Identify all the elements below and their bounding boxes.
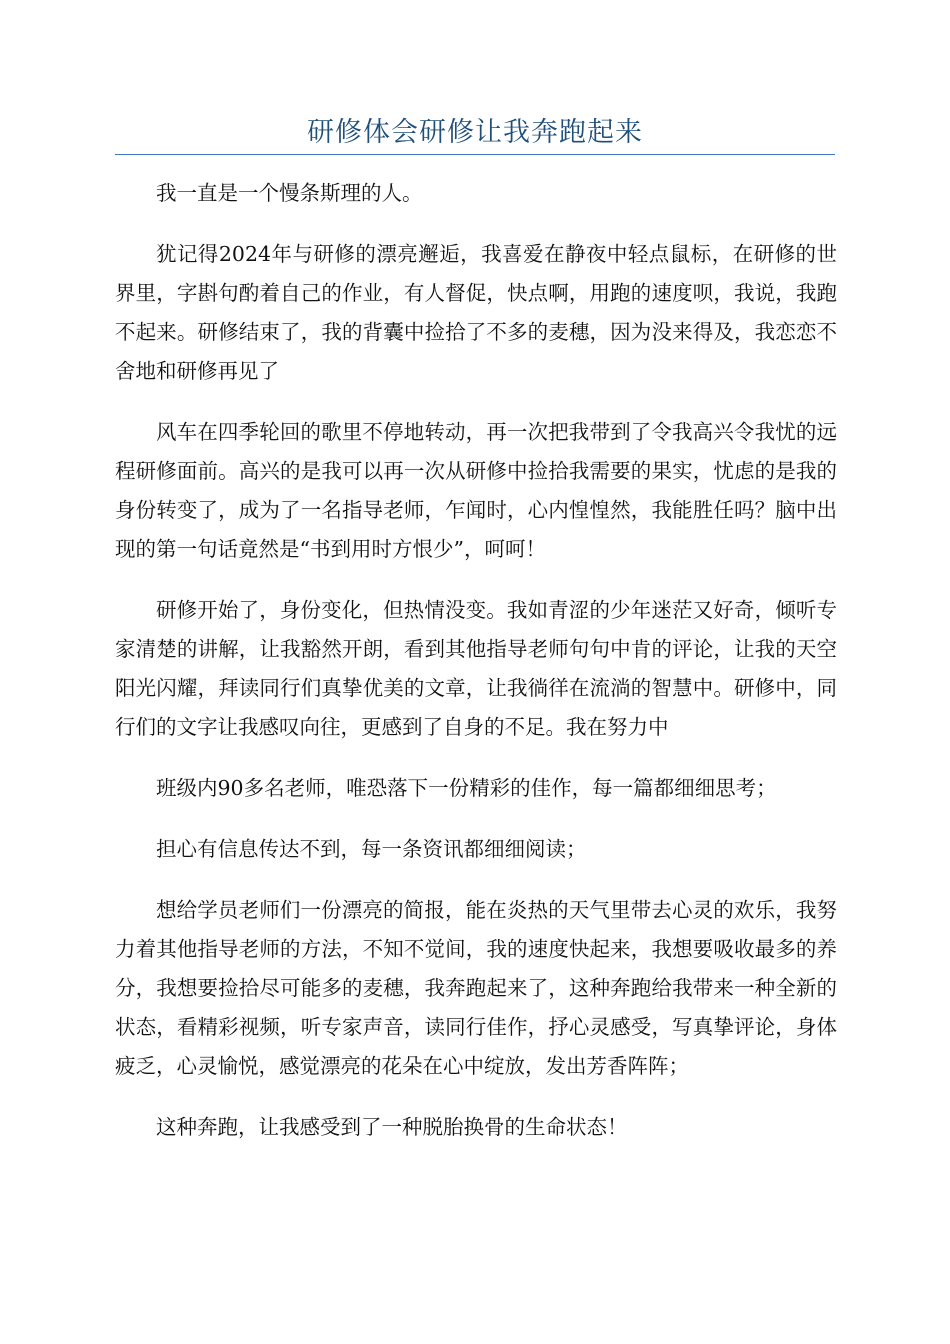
- paragraph-1: 我一直是一个慢条斯理的人。: [156, 181, 423, 205]
- paragraph-2: 犹记得2024年与研修的漂亮邂逅，我喜爱在静夜中轻点鼠标，在研修的世界里，字斟句酌着自己的作业，有人督促，快点啊，用跑的速度呗，我说，我跑不起来。研修结束了，我的背囊中捡拾了不多的麦穗，因为没来得及，我恋恋不舍地和研修再见了: [115, 242, 837, 383]
- title-underline: [115, 154, 835, 155]
- paragraph-3: 风车在四季轮回的歌里不停地转动，再一次把我带到了令我高兴令我忧的远程研修面前。高兴的是我可以再一次从研修中捡拾我需要的果实，忧虑的是我的身份转变了，成为了一名指导老师，乍闻时，心内惶惶然，我能胜任吗？脑中出现的第一句话竟然是“书到用时方恨少”，呵呵！: [115, 420, 837, 561]
- paragraph-8: 这种奔跑，让我感受到了一种脱胎换骨的生命状态！: [156, 1115, 628, 1139]
- paragraph-4: 研修开始了，身份变化，但热情没变。我如青涩的少年迷茫又好奇，倾听专家清楚的讲解，让我豁然开朗，看到其他指导老师句句中肯的评论，让我的天空阳光闪耀，拜读同行们真挚优美的文章，让我徜徉在流淌的智慧中。研修中，同行们的文字让我感叹向往，更感到了自身的不足。我在努力中: [115, 598, 837, 739]
- paragraph-5: 班级内90多名老师，唯恐落下一份精彩的佳作，每一篇都细细思考；: [156, 776, 777, 800]
- document-title: 研修体会研修让我奔跑起来: [307, 117, 643, 148]
- document-body: [115, 174, 837, 1169]
- paragraph-7: 想给学员老师们一份漂亮的简报，能在炎热的天气里带去心灵的欢乐，我努力着其他指导老师的方法，不知不觉间，我的速度快起来，我想要吸收最多的养分，我想要捡拾尽可能多的麦穗，我奔跑起来了，这种奔跑给我带来一种全新的状态，看精彩视频，听专家声音，读同行佳作，抒心灵感受，写真挚评论，身体疲乏，心灵愉悦，感觉漂亮的花朵在心中绽放，发出芳香阵阵；: [115, 898, 837, 1078]
- paragraph-6: 担心有信息传达不到，每一条资讯都细细阅读；: [156, 837, 587, 861]
